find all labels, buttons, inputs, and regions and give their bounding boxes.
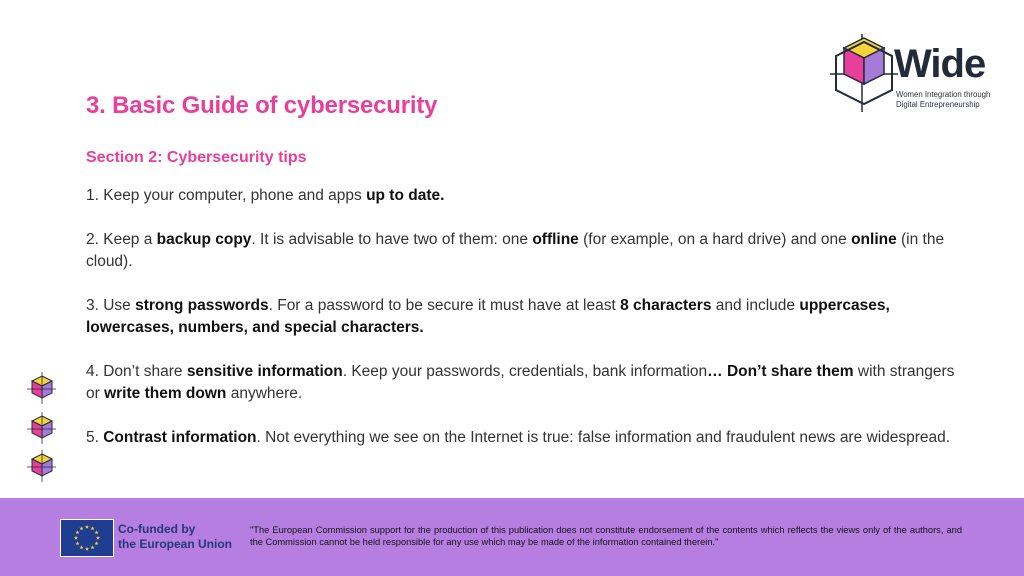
tip-item <box>86 427 966 449</box>
logo-tagline: Women Integration through Digital Entrepreneurship <box>896 90 991 109</box>
page-title: 3. Basic Guide of cybersecurity <box>86 92 438 119</box>
cube-bullet-icon <box>27 412 56 444</box>
cube-bullet-icon <box>27 450 56 482</box>
tip-emphasis: up to date. <box>366 187 445 204</box>
eu-line-2: the European Union <box>118 537 232 551</box>
cube-bullets-icon <box>26 372 60 484</box>
disclaimer-text: "The European Commission support for the production of this publication does not constitute endorsement of the contents which reflects the views only of the authors, and the Commission cannot be held responsible for any use which may be made of the information contained therein." <box>250 525 962 547</box>
tip-text: . Keep your passwords, credentials, bank information <box>342 363 708 380</box>
tip-text: 3. Use <box>86 297 136 314</box>
cube-bullet-icon <box>27 372 56 404</box>
tip-emphasis: 8 characters <box>620 297 712 314</box>
tip-item <box>86 185 966 207</box>
tip-emphasis: sensitive information <box>186 363 343 380</box>
tip-text: (for example, on a hard drive) and one <box>578 231 852 248</box>
tip-item <box>86 361 966 405</box>
tip-emphasis: write them down <box>104 385 227 402</box>
section-subtitle: Section 2: Cybersecurity tips <box>86 149 307 166</box>
tip-emphasis: strong passwords <box>135 297 269 314</box>
tip-text: 1. Keep your computer, phone and apps <box>86 187 367 204</box>
tip-emphasis: offline <box>532 231 579 248</box>
tip-text: 4. Don’t share <box>86 363 187 380</box>
tip-emphasis: online <box>851 231 897 248</box>
tip-emphasis: … Don’t share them <box>707 363 854 380</box>
tip-text: . Not everything we see on the Internet is true: false information and fraudulent news are widespread. <box>256 429 951 446</box>
eu-cofunded-label <box>118 522 248 552</box>
tip-text: 5. <box>86 429 104 446</box>
tip-emphasis: backup copy <box>156 231 252 248</box>
eu-flag-icon <box>60 519 114 557</box>
eu-line-1: Co-funded by <box>118 522 196 536</box>
tips-list <box>86 185 966 471</box>
tip-text: and include <box>711 297 800 314</box>
tip-text: (in the cloud). <box>86 231 945 270</box>
tip-emphasis: Contrast information <box>103 429 257 446</box>
tip-text: . It is advisable to have two of them: one <box>251 231 533 248</box>
tip-item <box>86 229 966 273</box>
logo-wordmark: Wide <box>894 42 986 86</box>
tip-emphasis: uppercases, lowercases, numbers, and special characters. <box>86 297 890 336</box>
tip-text: 2. Keep a <box>86 231 157 248</box>
tip-item <box>86 295 966 339</box>
tip-text: with strangers or <box>86 363 955 402</box>
tip-text: anywhere. <box>226 385 303 402</box>
tip-text: . For a password to be secure it must have at least <box>268 297 621 314</box>
